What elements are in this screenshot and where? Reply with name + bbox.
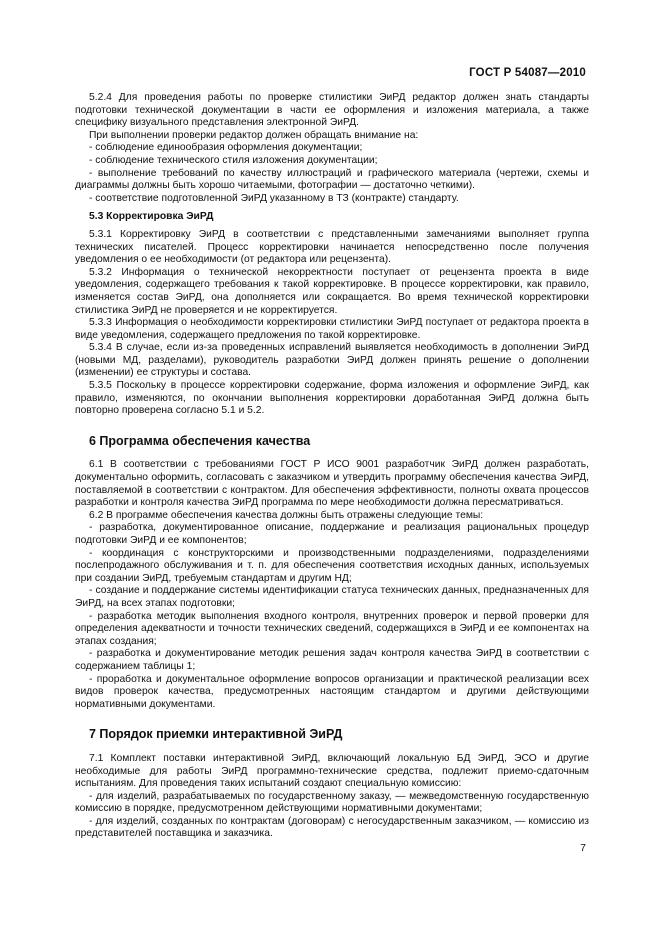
paragraph: - соответствие подготовленной ЭиРД указанному в ТЗ (контракте) стандарту. xyxy=(89,192,459,204)
subsection-heading: 5.3 Корректировка ЭиРД xyxy=(89,211,214,223)
section-heading: 7 Порядок приемки интерактивной ЭиРД xyxy=(89,727,343,742)
paragraph: 6.2 В программе обеспечения качества должны быть отражены следующие темы: xyxy=(89,509,484,521)
paragraph: 7.1 Комплект поставки интерактивной ЭиРД, включающий локальную БД ЭиРД, ЭСО и другие необходимые для работы ЭиРД программно-технические средства, подлежит приемо-сдаточным испытаниям. Для проведения таких испытаний создают специальную комиссию: xyxy=(75,752,589,790)
paragraph: 5.3.5 Поскольку в процессе корректировки содержание, форма изложения и оформление ЭиРД, как правило, изменяются, по окончании выполнения корректировки доработанная ЭиРД должна быть повторно проверена согласно 5.1 и 5.2. xyxy=(75,380,589,417)
paragraph: - координация с конструкторскими и производственными подразделениями, подразделениями послепродажного обслуживания и т. п. для обеспечения соответствия исходных данных, используемых при создании ЭиРД, требуемым стандартам и другим НД; xyxy=(75,547,589,584)
paragraph: - проработка и документальное оформление вопросов организации и практической реализации всех видов проверок качества, предусмотренных настоящим стандартом и другими действующими нормативными документами. xyxy=(75,673,589,710)
paragraph: 5.3.4 В случае, если из-за проведенных исправлений выявляется необходимость в дополнении ЭиРД (новыми МД, разделами), руководитель разработки ЭиРД должен принять решение о дополнении (изменении) ее структуры и состава. xyxy=(75,342,589,379)
section-heading: 6 Программа обеспечения качества xyxy=(89,433,311,448)
paragraph: - разработка и документирование методик решения задач контроля качества ЭиРД в соответствии с содержанием таблицы 1; xyxy=(75,648,589,672)
paragraph: - разработка методик выполнения входного контроля, внутренних проверок и первой проверки для определения адекватности и точности технических сведений, содержащихся в ЭиРД и ее компонентах на этапах создания; xyxy=(75,610,589,647)
paragraph: 5.3.2 Информация о технической некорректности поступает от рецензента проекта в виде уведомления, содержащего требования к такой корректировке. В процессе корректировки, как правило, изменяется состав ЭиРД, она дополняется или сокращается. Во время технической корректировки стилистика ЭиРД не проверяется и не корректируется. xyxy=(75,266,589,316)
paragraph: 5.3.1 Корректировку ЭиРД в соответствии с представленными замечаниями выполняет группа технических писателей. Процесс корректировки начинается непосредственно после получения уведомления о ее необходимости (от редактора или рецензента). xyxy=(75,228,589,266)
document-body xyxy=(75,92,589,841)
page-number: 7 xyxy=(580,842,586,854)
paragraph: - для изделий, разрабатываемых по государственному заказу, — межведомственную государственную комиссию в порядке, предусмотренном действующими нормативными документами; xyxy=(75,790,589,815)
paragraph: При выполнении проверки редактор должен обращать внимание на: xyxy=(89,129,419,141)
paragraph: - для изделий, созданных по контрактам (договорам) с негосударственным заказчиком, — комиссию из представителей поставщика и заказчика. xyxy=(75,815,589,840)
paragraph: - разработка, документированное описание, поддержание и реализация рациональных процедур подготовки ЭиРД и ее компонентов; xyxy=(75,522,589,546)
paragraph: - выполнение требований по качеству иллюстраций и графического материала (чертежи, схемы и диаграммы должны быть хорошо читаемыми, фотографии — достаточно четкими). xyxy=(75,167,589,192)
paragraph: - соблюдение единообразия оформления документации; xyxy=(89,142,363,154)
paragraph: - создание и поддержание системы идентификации статуса технических данных, предназначенных для ЭиРД, на всех этапах подготовки; xyxy=(75,585,589,609)
paragraph: - соблюдение технического стиля изложения документации; xyxy=(89,154,378,166)
paragraph: 5.3.3 Информация о необходимости корректировки стилистики ЭиРД поступает от редактора проекта в виде уведомления, содержащего предложения по такой корректировке. xyxy=(75,317,589,341)
document-code: ГОСТ Р 54087—2010 xyxy=(469,67,586,79)
paragraph: 6.1 В соответствии с требованиями ГОСТ Р ИСО 9001 разработчик ЭиРД должен разработать, документально оформить, согласовать с заказчиком и утвердить программу обеспечения качества ЭиРД, поставляемой в соответствии с контрактом. Для обеспечения эффективности, полноты охвата процессов разработки и контроля качества ЭиРД программа по мере необходимости должна пересматриваться. xyxy=(75,459,589,509)
paragraph: 5.2.4 Для проведения работы по проверке стилистики ЭиРД редактор должен знать стандарты подготовки технической документации в части ее оформления и изложения материала, а также специфику визуального представления электронной ЭиРД. xyxy=(75,92,589,129)
